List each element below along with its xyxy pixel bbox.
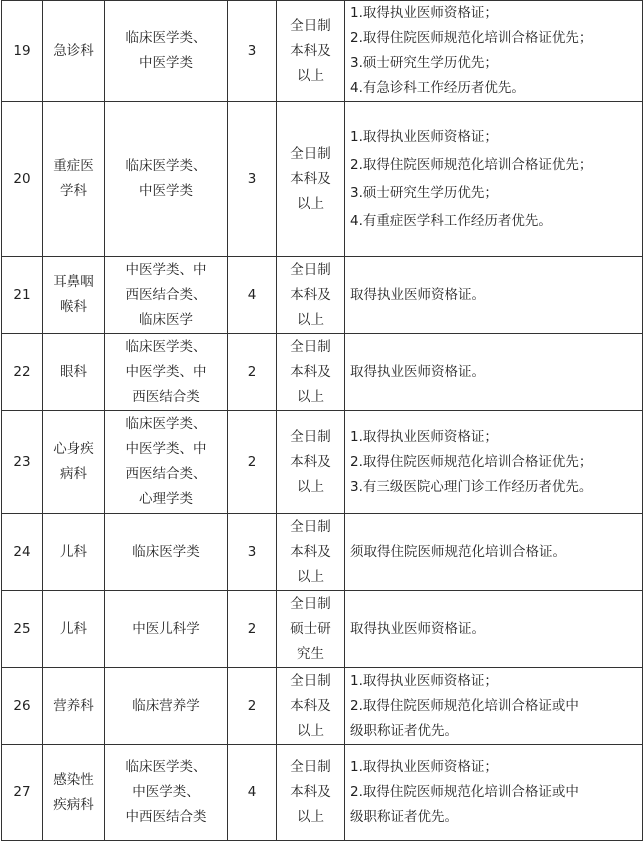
- headcount: 2: [228, 591, 277, 668]
- requirement-line: 须取得住院医师规范化培训合格证。: [350, 543, 566, 560]
- table-row: [2, 668, 643, 745]
- headcount: 2: [228, 334, 277, 411]
- headcount: 2: [228, 411, 277, 514]
- requirements: [345, 668, 643, 745]
- requirements: [345, 1, 643, 102]
- requirement-line: 1.取得执业医师资格证；: [350, 759, 498, 775]
- requirement-line: 4.有急诊科工作经历者优先。: [350, 80, 525, 96]
- requirement-line: 1.取得执业医师资格证；: [350, 672, 498, 689]
- table-row: [2, 745, 643, 841]
- major: 临床医学类: [105, 514, 228, 591]
- requirement-line: 级职称证者优先。: [350, 809, 458, 825]
- headcount: 4: [228, 745, 277, 841]
- requirement-line: 3.硕士研究生学历优先；: [350, 185, 498, 201]
- row-number: 19: [2, 1, 43, 102]
- requirement-line: 2.取得住院医师规范化培训合格证或中: [350, 697, 579, 714]
- department: 耳鼻咽 喉科: [43, 257, 105, 334]
- requirement-line: 2.取得住院医师规范化培训合格证或中: [350, 784, 579, 800]
- education: 全日制 本科及 以上: [277, 334, 345, 411]
- row-number: 21: [2, 257, 43, 334]
- table-row: [2, 591, 643, 668]
- major: 中医儿科学: [105, 591, 228, 668]
- row-number: 22: [2, 334, 43, 411]
- row-number: 26: [2, 668, 43, 745]
- major: 临床医学类、 中医学类: [105, 102, 228, 257]
- requirement-line: 取得执业医师资格证。: [350, 620, 485, 637]
- headcount: 3: [228, 102, 277, 257]
- major: 临床医学类、 中医学类、中 西医结合类、 心理学类: [105, 411, 228, 514]
- major: 中医学类、中 西医结合类、 临床医学: [105, 257, 228, 334]
- table-row: [2, 514, 643, 591]
- headcount: 2: [228, 668, 277, 745]
- education: 全日制 本科及 以上: [277, 411, 345, 514]
- requirements: [345, 411, 643, 514]
- major: 临床医学类、 中医学类、中 西医结合类: [105, 334, 228, 411]
- requirement-line: 3.有三级医院心理门诊工作经历者优先。: [350, 478, 593, 495]
- department: 营养科: [43, 668, 105, 745]
- table-row: [2, 411, 643, 514]
- headcount: 4: [228, 257, 277, 334]
- requirement-line: 2.取得住院医师规范化培训合格证优先；: [350, 453, 593, 470]
- education: 全日制 本科及 以上: [277, 745, 345, 841]
- requirements: [345, 514, 643, 591]
- row-number: 25: [2, 591, 43, 668]
- department: 眼科: [43, 334, 105, 411]
- department: 儿科: [43, 514, 105, 591]
- requirement-line: 1.取得执业医师资格证；: [350, 428, 498, 445]
- requirements: [345, 257, 643, 334]
- row-number: 23: [2, 411, 43, 514]
- row-number: 27: [2, 745, 43, 841]
- row-number: 24: [2, 514, 43, 591]
- education: 全日制 本科及 以上: [277, 257, 345, 334]
- requirement-line: 取得执业医师资格证。: [350, 286, 485, 303]
- table-row: [2, 334, 643, 411]
- recruitment-table: [1, 0, 643, 841]
- requirement-line: 1.取得执业医师资格证；: [350, 5, 498, 21]
- requirements: [345, 745, 643, 841]
- education: 全日制 本科及 以上: [277, 1, 345, 102]
- education: 全日制 本科及 以上: [277, 102, 345, 257]
- requirement-line: 取得执业医师资格证。: [350, 363, 485, 380]
- row-number: 20: [2, 102, 43, 257]
- major: 临床医学类、 中医学类、 中西医结合类: [105, 745, 228, 841]
- headcount: 3: [228, 514, 277, 591]
- requirements: [345, 102, 643, 257]
- table-row: [2, 102, 643, 257]
- requirements: [345, 334, 643, 411]
- department: 感染性 疾病科: [43, 745, 105, 841]
- department: 心身疾 病科: [43, 411, 105, 514]
- department: 重症医 学科: [43, 102, 105, 257]
- department: 儿科: [43, 591, 105, 668]
- major: 临床医学类、 中医学类: [105, 1, 228, 102]
- table-row: [2, 257, 643, 334]
- education: 全日制 本科及 以上: [277, 514, 345, 591]
- table-row: [2, 1, 643, 102]
- education: 全日制 本科及 以上: [277, 668, 345, 745]
- requirement-line: 级职称证者优先。: [350, 722, 458, 739]
- department: 急诊科: [43, 1, 105, 102]
- requirement-line: 4.有重症医学科工作经历者优先。: [350, 213, 552, 229]
- major: 临床营养学: [105, 668, 228, 745]
- requirement-line: 1.取得执业医师资格证；: [350, 129, 498, 145]
- requirement-line: 3.硕士研究生学历优先；: [350, 55, 498, 71]
- requirements: [345, 591, 643, 668]
- requirement-line: 2.取得住院医师规范化培训合格证优先；: [350, 157, 593, 173]
- requirement-line: 2.取得住院医师规范化培训合格证优先；: [350, 30, 593, 46]
- headcount: 3: [228, 1, 277, 102]
- education: 全日制 硕士研 究生: [277, 591, 345, 668]
